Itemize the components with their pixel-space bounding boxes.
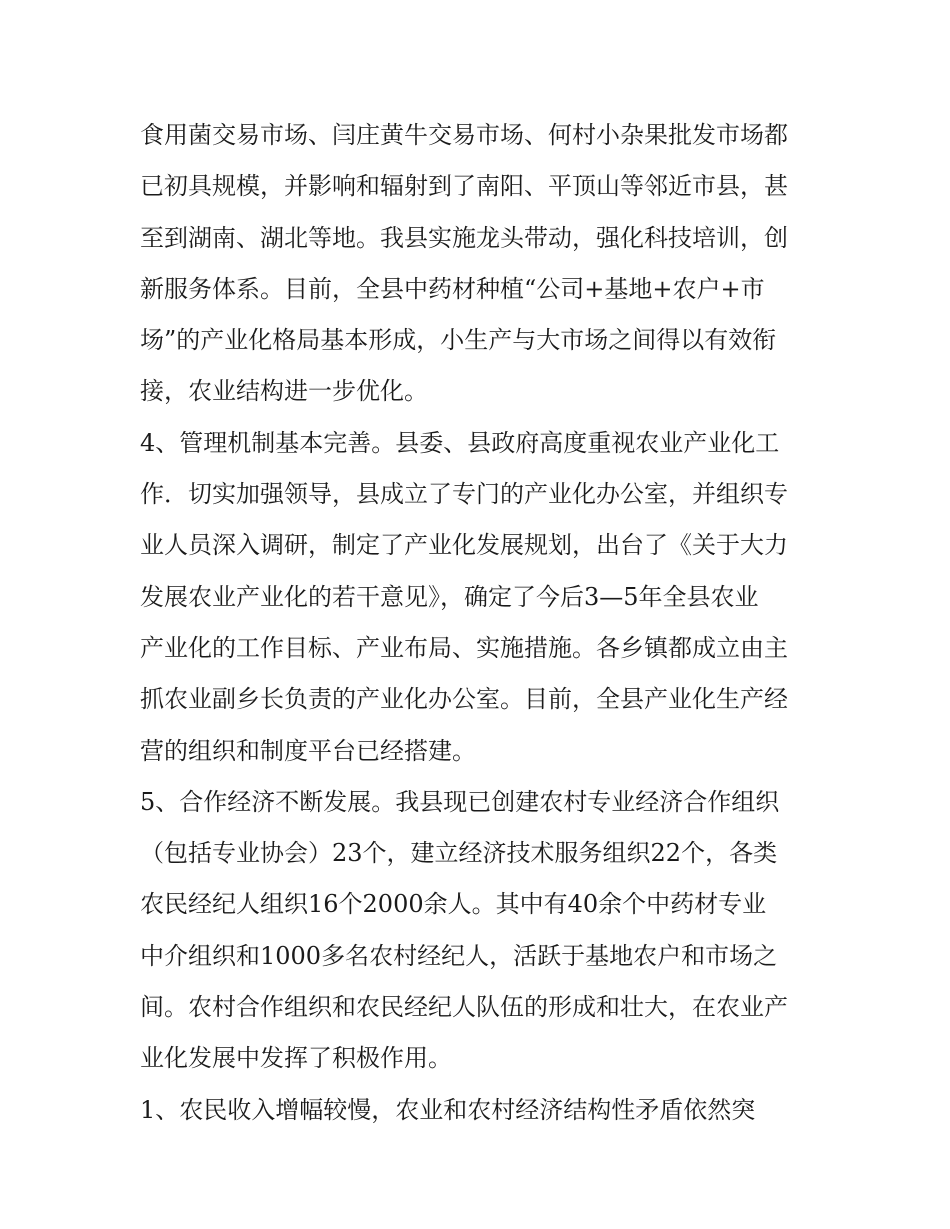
text-line: 农民经纪人组织16个2000余人。其中有40余个中药材专业 xyxy=(140,890,767,919)
text-line: 至到湖南、湖北等地。我县实施龙头带动，强化科技培训，创 xyxy=(140,223,788,252)
text-line: 已初具规模，并影响和辐射到了南阳、平顶山等邻近市县，甚 xyxy=(140,172,788,201)
text-line: 接，农业结构进一步优化。 xyxy=(140,377,428,406)
text-line: 业人员深入调研，制定了产业化发展规划，出台了《关于大力 xyxy=(140,531,788,560)
text-line: 4、管理机制基本完善。县委、县政府高度重视农业产业化工 xyxy=(140,428,780,457)
text-line: 发展农业产业化的若干意见》，确定了今后3—5年全县农业 xyxy=(140,582,759,611)
document-body xyxy=(140,110,820,1136)
text-line: 业化发展中发挥了积极作用。 xyxy=(140,1044,452,1073)
text-line: 新服务体系。目前，全县中药材种植“公司+基地+农户+市 xyxy=(140,274,765,303)
text-line: 场”的产业化格局基本形成，小生产与大市场之间得以有效衔 xyxy=(140,326,777,355)
text-line: 中介组织和1000多名农村经纪人，活跃于基地农户和市场之 xyxy=(140,941,778,970)
text-line: 营的组织和制度平台已经搭建。 xyxy=(140,736,476,765)
text-line: 产业化的工作目标、产业布局、实施措施。各乡镇都成立由主 xyxy=(140,633,788,662)
text-line: 食用菌交易市场、闫庄黄牛交易市场、何村小杂果批发市场都 xyxy=(140,121,788,149)
text-line: 作．切实加强领导，县成立了专门的产业化办公室，并组织专 xyxy=(140,480,788,509)
text-line: 间。农村合作组织和农民经纪人队伍的形成和壮大，在农业产 xyxy=(140,993,788,1022)
text-line: （包括专业协会）23个，建立经济技术服务组织22个，各类 xyxy=(140,839,778,868)
text-line: 1、农民收入增幅较慢，农业和农村经济结构性矛盾依然突 xyxy=(140,1095,756,1124)
text-line: 5、合作经济不断发展。我县现已创建农村专业经济合作组织 xyxy=(140,787,780,816)
text-line: 抓农业副乡长负责的产业化办公室。目前，全县产业化生产经 xyxy=(140,685,788,714)
